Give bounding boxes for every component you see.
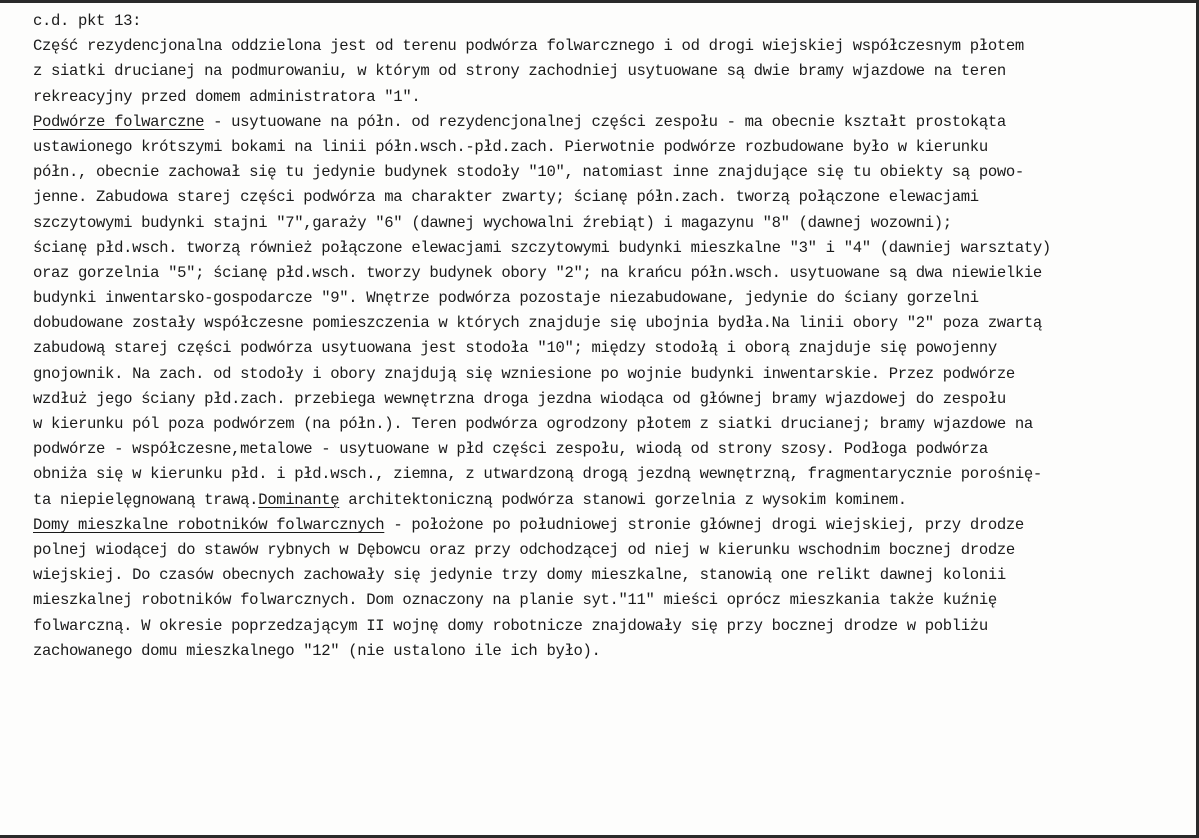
- text-line: [33, 563, 1193, 588]
- text-line: [33, 211, 1193, 236]
- text-segment: dobudowane zostały współczesne pomieszczenia w których znajduje się ubojnia bydła.Na linii obory "2" poza zwartą: [33, 314, 1042, 333]
- text-body: [33, 34, 1193, 664]
- text-segment: Część rezydencjonalna oddzielona jest od terenu podwórza folwarcznego i od drogi wiejskiej współczesnym płotem: [33, 37, 1024, 56]
- text-segment: rekreacyjny przed domem administratora "1".: [33, 87, 421, 106]
- text-line: [33, 286, 1193, 311]
- text-segment: podwórze - współczesne,metalowe - usytuowane w płd części zespołu, wiodą od strony szosy. Podłoga podwórza: [33, 440, 988, 459]
- text-line: [33, 538, 1193, 563]
- text-line: [33, 185, 1193, 210]
- underlined-heading: Dominantę: [258, 490, 340, 509]
- text-segment: - usytuowane na półn. od rezydencjonalnej części zespołu - ma obecnie kształt prostokąta: [204, 112, 1006, 131]
- text-line: [33, 110, 1193, 135]
- section-heading: c.d. pkt 13:: [33, 12, 142, 30]
- text-segment: mieszkalnej robotników folwarcznych. Dom oznaczony na planie syt."11" mieści oprócz mieszkania także kuźnię: [33, 591, 997, 610]
- text-segment: gnojownik. Na zach. od stodoły i obory znajdują się wzniesione po wojnie budynki inwentarskie. Przez podwórze: [33, 364, 1015, 383]
- text-segment: szczytowymi budynki stajni "7",garaży "6" (dawnej wychowalni źrebiąt) i magazynu "8" (dawnej wozowni);: [33, 213, 952, 232]
- text-segment: oraz gorzelnia "5"; ścianę płd.wsch. tworzy budynek obory "2"; na krańcu półn.wsch. usytuowane są dwa niewielkie: [33, 263, 1042, 282]
- text-line: [33, 387, 1193, 412]
- text-segment: zabudową starej części podwórza usytuowana jest stodoła "10"; między stodołą i oborą znajduje się powojenny: [33, 339, 997, 358]
- text-segment: architektoniczną podwórza stanowi gorzelnia z wysokim kominem.: [339, 490, 907, 509]
- text-line: [33, 34, 1193, 59]
- underlined-heading: Podwórze folwarczne: [33, 112, 205, 131]
- scan-edge-top: [0, 0, 1199, 3]
- text-segment: ta niepielęgnowaną trawą.: [33, 490, 259, 509]
- typewritten-text: [33, 9, 1193, 664]
- text-line: [33, 614, 1193, 639]
- text-line: [33, 311, 1193, 336]
- text-line: [33, 513, 1193, 538]
- text-line: [33, 488, 1193, 513]
- text-line: [33, 135, 1193, 160]
- text-line: [33, 412, 1193, 437]
- text-segment: ustawionego krótszymi bokami na linii półn.wsch.-płd.zach. Pierwotnie podwórze rozbudowane było w kierunku: [33, 137, 988, 156]
- text-line: [33, 362, 1193, 387]
- text-line: [33, 160, 1193, 185]
- text-line: [33, 85, 1193, 110]
- text-line: [33, 236, 1193, 261]
- text-segment: wiejskiej. Do czasów obecnych zachowały się jedynie trzy domy mieszkalne, stanowią one relikt dawnej kolonii: [33, 566, 1006, 585]
- text-line: [33, 639, 1193, 664]
- text-segment: folwarczną. W okresie poprzedzającym II wojnę domy robotnicze znajdowały się przy bocznej drodze w pobliżu: [33, 616, 988, 635]
- text-segment: zachowanego domu mieszkalnego "12" (nie ustalono ile ich było).: [33, 641, 601, 660]
- text-line: [33, 59, 1193, 84]
- text-segment: ścianę płd.wsch. tworzą również połączone elewacjami szczytowymi budynki mieszkalne "3" i "4" (dawniej warsztaty): [33, 238, 1051, 257]
- text-segment: w kierunku pól poza podwórzem (na półn.). Teren podwórza ogrodzony płotem z siatki drucianej; bramy wjazdowe na: [33, 415, 1033, 433]
- text-line: [33, 261, 1193, 286]
- text-line: [33, 588, 1193, 613]
- text-segment: polnej wiodącej do stawów rybnych w Dębowcu oraz przy odchodzącej od niej w kierunku wschodnim bocznej drodze: [33, 540, 1015, 559]
- text-segment: półn., obecnie zachował się tu jedynie budynek stodoły "10", natomiast inne znajdujące się tu obiekty są powo-: [33, 163, 1024, 182]
- underlined-heading: Domy mieszkalne robotników folwarcznych: [33, 515, 385, 534]
- text-line: [33, 336, 1193, 361]
- text-segment: z siatki drucianej na podmurowaniu, w którym od strony zachodniej usytuowane są dwie bramy wjazdowe na teren: [33, 62, 1006, 81]
- text-line: [33, 437, 1193, 462]
- text-segment: obniża się w kierunku płd. i płd.wsch., ziemna, z utwardzoną drogą jezdną wewnętrzną, fragmentarycznie porośnię-: [33, 465, 1042, 484]
- text-segment: jenne. Zabudowa starej części podwórza ma charakter zwarty; ścianę półn.zach. tworzą połączone elewacjami: [33, 188, 979, 207]
- text-line: [33, 462, 1193, 487]
- text-segment: - położone po południowej stronie głównej drogi wiejskiej, przy drodze: [384, 515, 1024, 534]
- text-segment: budynki inwentarsko-gospodarcze "9". Wnętrze podwórza pozostaje niezabudowane, jedynie do ściany gorzelni: [33, 289, 979, 308]
- text-segment: wzdłuż jego ściany płd.zach. przebiega wewnętrzna droga jezdna wiodąca od głównej bramy wjazdowej do zespołu: [33, 389, 1006, 408]
